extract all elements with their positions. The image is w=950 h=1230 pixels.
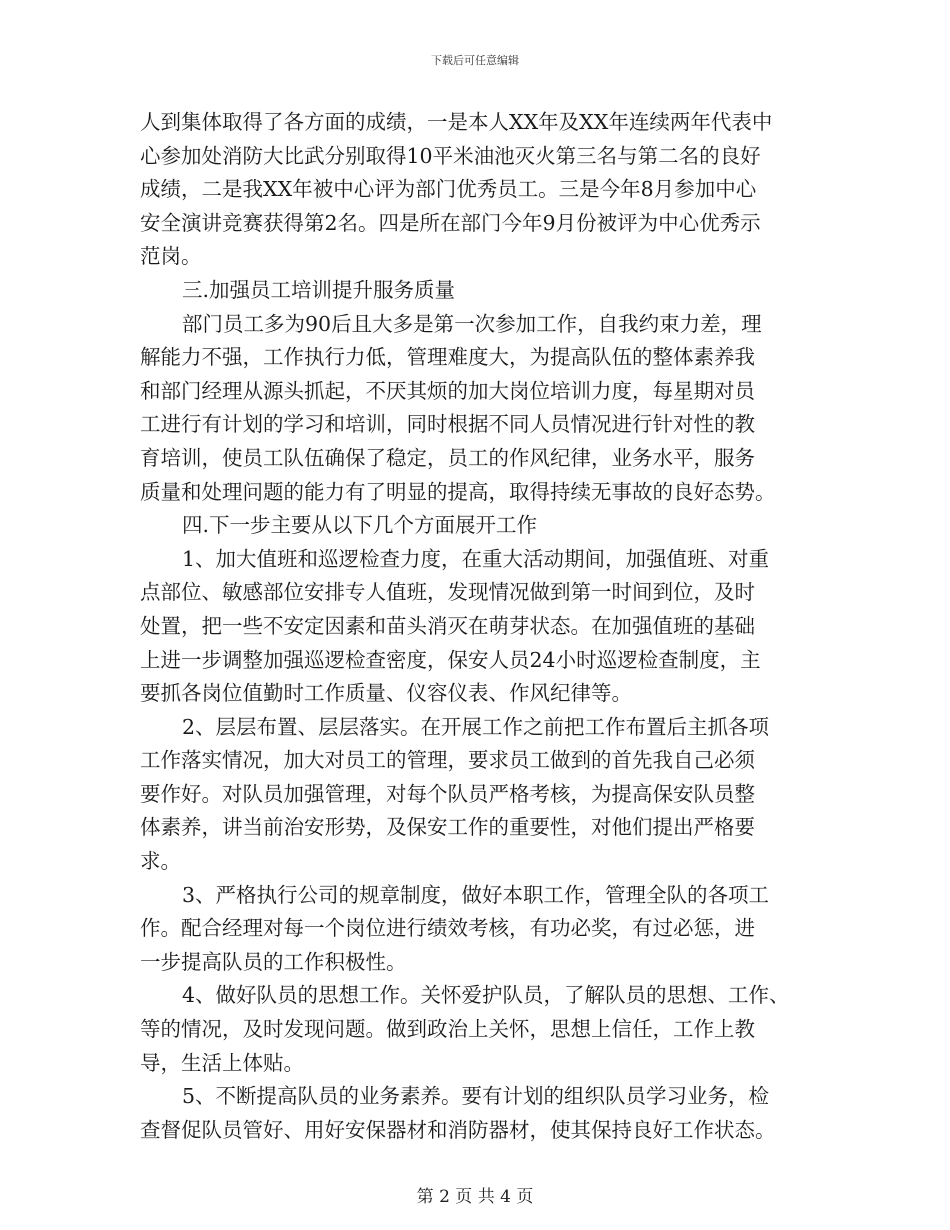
text-line: 求。 bbox=[140, 849, 181, 874]
text-line: 工作落实情况，加大对员工的管理，要求员工做到的首先我自己必须 bbox=[140, 748, 755, 773]
text-line: 查督促队员管好、用好安保器材和消防器材，使其保持良好工作状态。 bbox=[140, 1117, 776, 1142]
text-line: 心参加处消防大比武分别取得10平米油池灭火第三名与第二名的良好 bbox=[140, 143, 761, 168]
text-line: 点部位、敏感部位安排专人值班，发现情况做到第一时间到位，及时 bbox=[140, 580, 755, 605]
text-line: 1、加大值班和巡逻检查力度，在重大活动期间，加强值班、对重 bbox=[182, 546, 770, 571]
text-line: 处置，把一些不安定因素和苗头消灭在萌芽状态。在加强值班的基础 bbox=[140, 613, 755, 638]
text-line: 解能力不强，工作执行力低，管理难度大，为提高队伍的整体素养我 bbox=[140, 345, 755, 370]
text-line: 范岗。 bbox=[140, 244, 202, 269]
text-line: 3、严格执行公司的规章制度，做好本职工作，管理全队的各项工 bbox=[182, 882, 770, 907]
page-number: 第 2 页 共 4 页 bbox=[416, 1187, 534, 1207]
page-header: 下载后可任意编辑 bbox=[431, 54, 519, 67]
text-line: 要抓各岗位值勤时工作质量、仪容仪表、作风纪律等。 bbox=[140, 681, 632, 706]
text-line: 工进行有计划的学习和培训，同时根据不同人员情况进行针对性的教 bbox=[140, 412, 755, 437]
text-line: 要作好。对队员加强管理，对每个队员严格考核，为提高保安队员整 bbox=[140, 781, 755, 806]
text-line: 四.下一步主要从以下几个方面展开工作 bbox=[182, 513, 538, 538]
text-line: 4、做好队员的思想工作。关怀爱护队员，了解队员的思想、工作、 bbox=[182, 983, 790, 1008]
text-line: 质量和处理问题的能力有了明显的提高，取得持续无事故的良好态势。 bbox=[140, 479, 776, 504]
text-line: 一步提高队员的工作积极性。 bbox=[140, 949, 407, 974]
text-line: 和部门经理从源头抓起，不厌其烦的加大岗位培训力度，每星期对员 bbox=[140, 378, 755, 403]
text-line: 导，生活上体贴。 bbox=[140, 1050, 304, 1075]
text-line: 人到集体取得了各方面的成绩，一是本人XX年及XX年连续两年代表中 bbox=[140, 110, 773, 134]
text-line: 等的情况，及时发现问题。做到政治上关怀，思想上信任，工作上教 bbox=[140, 1017, 755, 1042]
text-line: 安全演讲竞赛获得第2名。四是所在部门今年9月份被评为中心优秀示 bbox=[140, 210, 761, 235]
text-line: 2、层层布置、层层落实。在开展工作之前把工作布置后主抓各项 bbox=[182, 714, 770, 739]
text-line: 成绩，二是我XX年被中心评为部门优秀员工。三是今年8月参加中心 bbox=[140, 177, 757, 202]
text-line: 5、不断提高队员的业务素养。要有计划的组织队员学习业务，检 bbox=[182, 1084, 770, 1109]
text-line: 育培训，使员工队伍确保了稳定，员工的作风纪律，业务水平，服务 bbox=[140, 445, 755, 470]
text-line: 三.加强员工培训提升服务质量 bbox=[182, 277, 456, 302]
text-line: 体素养，讲当前治安形势，及保安工作的重要性，对他们提出严格要 bbox=[140, 815, 755, 840]
text-line: 作。配合经理对每一个岗位进行绩效考核，有功必奖，有过必惩，进 bbox=[140, 916, 755, 941]
text-line: 部门员工多为90后且大多是第一次参加工作，自我约束力差，理 bbox=[182, 311, 762, 336]
text-line: 上进一步调整加强巡逻检查密度，保安人员24小时巡逻检查制度，主 bbox=[140, 647, 761, 672]
document-body bbox=[140, 106, 830, 1147]
